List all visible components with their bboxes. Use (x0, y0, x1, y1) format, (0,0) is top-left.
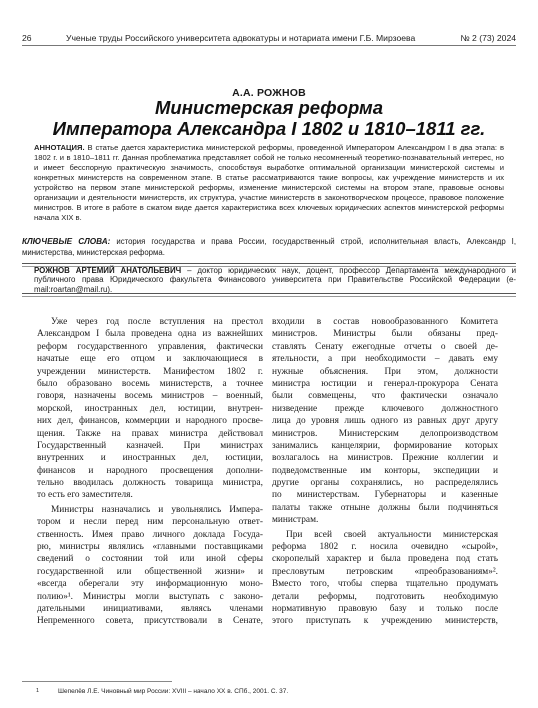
body-line: Александром I была проведена одна из важнейших (37, 329, 263, 340)
body-line: низведение прежде ключевого должностного (272, 403, 498, 414)
body-line: тором и несли перед ним персональную ответ- (37, 517, 263, 528)
body-line: ставлять Сенату ежегодные отчеты о своей де- (272, 341, 498, 352)
keywords-label: КЛЮЧЕВЫЕ СЛОВА: (22, 237, 111, 246)
body-line: полию»¹. Министры могли выступать с законо- (37, 591, 263, 602)
body-line: возлагалось на министров. Прежние коллегии и (272, 453, 498, 464)
body-line: детали реформы, подготовить необходимую (272, 591, 498, 602)
body-line: министра юстиции и генерал-прокурора Сената (272, 378, 498, 389)
footnote (36, 688, 506, 695)
footnote-number: 1 (36, 688, 40, 694)
header-divider (22, 45, 516, 46)
abstract (34, 143, 504, 223)
body-line: нормативную правовую базу и только после (272, 603, 498, 614)
body-line: Министры назначались и увольнялись Импера- (51, 504, 263, 515)
body-line: финансов и народного просвещения дополни- (37, 465, 263, 476)
body-line: палаты также отныне должны были подчиняться (272, 502, 498, 513)
page-number: 26 (22, 33, 32, 43)
body-column-left (37, 316, 263, 628)
body-line: занимались канцелярии, формирование которых (272, 440, 498, 451)
body-line: тельно вводилась должность товарища министра, (37, 478, 263, 489)
body-line: внутренних и иностранных дел, юстиции, (37, 453, 263, 464)
body-line: другие органы сохранялись, но распределялись (272, 478, 498, 489)
body-line: учреждении министерств. Манифестом 1802 г. (37, 366, 263, 377)
keywords-text: история государства и права России, государственный строй, исполнительная власть, Александр I, министерства, министерская реформа. (22, 237, 517, 257)
body-line: Уже через год после вступления на престол (51, 317, 263, 327)
author-info-top-rule (22, 263, 516, 264)
abstract-text: В статье дается характеристика министерской реформы, проведенной Императором Александром I в два этапа: в 1802 г. и в 1810–1811 гг. Данная проблематика представляет собой не только несомненный теоретико-познавательный интерес, но и имеет бесспорную практическую значимость, способствуя выработке оптимальной организации министерской системы и конкретных министерств на современном этапе. В статье рассматриваются такие вопросы, как учреждение министерств и их устройство на первом этапе министерской реформы, изменение министерской системы на втором этапе, правовые основы организации и деятельности министерств, их структура, участие министерств в законотворческом процессе, правовое положение министров. В итоге в работе в сжатом виде дается характеристика всех ключевых юридических аспектов министерской реформы начала XIX в. (34, 143, 504, 222)
body-line: Непременного совета, присутствовали в Сенате, (37, 616, 263, 627)
body-line: Вместо того, чтобы сперва тщательно продумать (272, 579, 498, 590)
body-line: говоря, назначены восемь министров – военный, (37, 391, 263, 402)
body-column-right (272, 316, 498, 628)
journal-title: Ученые труды Российского университета адвокатуры и нотариата имени Г.Б. Мирзоева (66, 33, 416, 43)
issue-number: № 2 (73) 2024 (460, 33, 516, 43)
body-line: министрам. (272, 515, 319, 526)
author-full-name: РОЖНОВ АРТЕМИЙ АНАТОЛЬЕВИЧ (34, 266, 182, 275)
body-line: них дел, финансов, коммерции и народного просве- (37, 416, 263, 427)
body-line: ятельности, а при необходимости – давать ему (272, 354, 498, 365)
author-details: – доктор юридических наук, доцент, профессор Департамента международного и публичного права Юридического факультета Финансового университета при Правительстве Российской Федерации (e-mail:roartan@mail.ru). (34, 266, 516, 294)
body-line: Государственный казначей. При министрах (37, 440, 263, 451)
body-line: реформ государственного управления, фактически (37, 341, 263, 352)
author-info (34, 266, 516, 294)
body-line: министров. Министры были обязаны пред- (272, 329, 498, 340)
body-line: морской, иностранных дел, юстиции, внутрен- (37, 403, 263, 414)
body-line: ственность. Имея право личного доклада Госуда- (37, 529, 263, 540)
body-line: щения. Также на правах министра действовал (37, 428, 263, 439)
footnote-divider (22, 681, 172, 682)
footnote-text: Шепелёв Л.Е. Чиновный мир России: XVIII – начало XX в. СПб., 2001. С. 37. (58, 688, 289, 695)
body-line: реформа 1802 г. носила очевидно «сырой», (272, 542, 498, 553)
body-line: дательными инициативами, являясь членами (37, 603, 263, 614)
body-line: пресловутым петровским «преобразованиям»². (272, 566, 498, 577)
body-line: государственной или общественной жизни» и (37, 566, 263, 577)
body-line: лица до уровня лишь одного из равных друг другу (272, 416, 498, 427)
body-line: При всей своей актуальности министерская (286, 529, 498, 540)
body-line: нужные объяснения. При этом, должности (272, 366, 498, 377)
body-line: то есть его заместителя. (37, 490, 133, 501)
body-line: этого приступать к учреждению министерств, (272, 616, 498, 627)
body-line: начатые еще его отцом и заключающиеся в (37, 354, 263, 365)
running-header (22, 33, 516, 43)
body-line: скоропелый характер и была проведена под стать (272, 554, 498, 565)
article-title-line-2: Императора Александра I 1802 и 1810–1811 гг. (52, 118, 486, 139)
body-line: входили в состав новообразованного Комитета (272, 317, 498, 327)
author-info-bottom-rule-thin (22, 296, 516, 297)
body-line: «всегда оберегали эту информационную моно- (37, 579, 263, 590)
article-title-line-1: Министерская реформа (155, 97, 383, 118)
body-line: министров. Министерским делопроизводством (272, 428, 498, 439)
body-line: были совмещены, что фактически означало (272, 391, 498, 402)
article-author: А.А. РОЖНОВ (232, 87, 306, 99)
body-line: рю, министры являлись «главными поставщиками (37, 542, 263, 553)
author-info-bottom-rule (22, 293, 516, 294)
body-line: сведений о состоянии той или иной сферы (37, 554, 263, 565)
abstract-label: АННОТАЦИЯ. (34, 143, 85, 152)
body-line: было образовано восемь министерств, а точнее (37, 378, 263, 389)
body-line: подведомственные им конторы, экспедиции и (272, 465, 498, 476)
keywords (22, 237, 516, 258)
body-line: по министерствам. Губернаторы и казенные (272, 490, 498, 501)
